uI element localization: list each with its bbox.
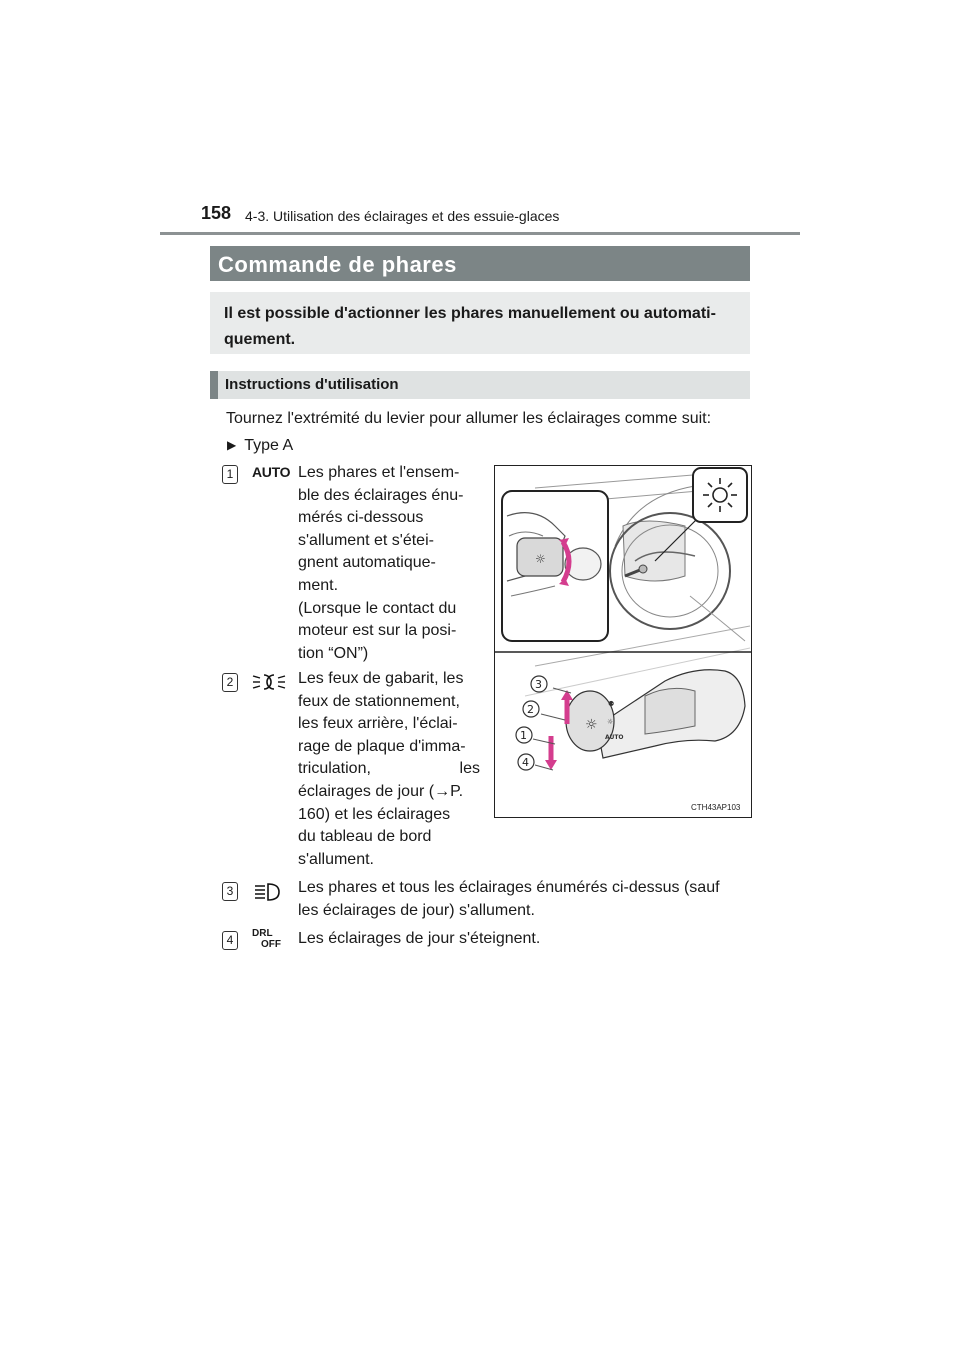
triangle-bullet-icon: ▶ (227, 438, 237, 452)
section-title: 4-3. Utilisation des éclairages et des essuie-glaces (245, 208, 560, 224)
item-2-text: Les feux de gabarit, les feux de stationnement, les feux arrière, l'éclai- rage de plaque d'imma- triculation, les éclairages de jour (→P. 160) et les éclairages du tableau de bord s'allument. (298, 670, 480, 868)
item-4-text: Les éclairages de jour s'éteignent. (298, 930, 541, 947)
subheading: Instructions d'utilisation (225, 376, 399, 393)
headlight-icon (252, 882, 280, 907)
parking-light-icon (252, 672, 286, 697)
drl-off-icon: DRL OFF (252, 928, 281, 950)
type-label (227, 434, 293, 457)
item-number-1: 1 (222, 465, 238, 484)
item-3-text: Les phares et tous les éclairages énumérés ci-dessus (sauf les éclairages de jour) s'allument. (298, 879, 720, 919)
auto-icon: AUTO (252, 464, 291, 480)
headlight-switch-illustration (494, 465, 752, 818)
figure-switch-auto-label: AUTO (605, 734, 624, 741)
figure-code: CTH43AP103 (691, 803, 741, 812)
item-number-2: 2 (222, 673, 238, 692)
subheading-accent (210, 371, 218, 399)
svg-text:☼: ☼ (607, 718, 614, 726)
svg-text:☼: ☼ (535, 552, 546, 566)
item-number-4: 4 (222, 931, 238, 950)
figure-callout-1: 1 (520, 729, 527, 742)
lead-paragraph: Tournez l'extrémité du levier pour allumer les éclairages comme suit: (226, 410, 712, 427)
figure-callout-3: 3 (535, 678, 542, 691)
svg-text:☼: ☼ (585, 717, 598, 733)
page-title: Commande de phares (218, 252, 457, 277)
intro-text: Il est possible d'actionner les phares manuellement ou automati-quement. (224, 305, 716, 348)
type-label-text: Type A (244, 437, 294, 454)
page-number: 158 (201, 203, 232, 223)
item-1-text: Les phares et l'ensem- ble des éclairages énu- mérés ci-dessous s'allument et s'étei- gnent automatique- ment. (Lorsque le contact du moteur est sur la posi- tion “ON”) (298, 464, 464, 662)
svg-text:⚈: ⚈ (608, 700, 615, 708)
figure-callout-4: 4 (522, 756, 529, 769)
item-number-3: 3 (222, 882, 238, 901)
figure-callout-2: 2 (527, 703, 534, 716)
header-rule (160, 232, 800, 235)
